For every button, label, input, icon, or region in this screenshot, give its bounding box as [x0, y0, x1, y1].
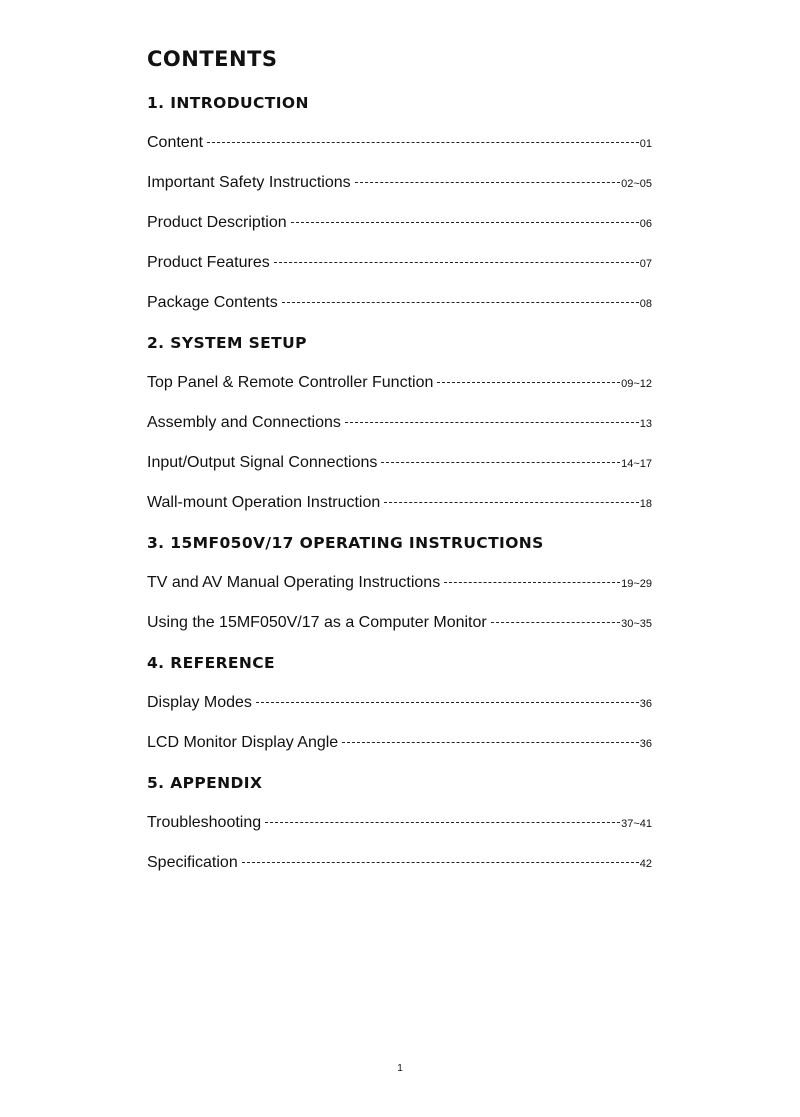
- toc-entry-label: Input/Output Signal Connections: [147, 454, 378, 471]
- toc-entry[interactable]: [147, 252, 652, 274]
- toc-entry[interactable]: [147, 412, 652, 434]
- toc-entry-page: 13: [639, 418, 652, 430]
- dot-leader: [381, 462, 620, 463]
- toc-entry-page: 09~12: [621, 378, 652, 390]
- toc-entry-list: [147, 692, 652, 754]
- dot-leader: [291, 222, 639, 223]
- toc-entry[interactable]: [147, 852, 652, 874]
- toc-entry-label: Specification: [147, 854, 238, 871]
- toc-section-system-setup: [147, 332, 652, 514]
- toc-entry[interactable]: [147, 292, 652, 314]
- toc-entry-list: [147, 812, 652, 874]
- section-heading: 1. INTRODUCTION: [147, 94, 309, 112]
- page-number: 1: [397, 1063, 403, 1074]
- section-heading: 4. REFERENCE: [147, 654, 276, 672]
- toc-entry[interactable]: [147, 492, 652, 514]
- toc-entry-page: 14~17: [621, 458, 652, 470]
- toc-entry[interactable]: [147, 692, 652, 714]
- toc-entry-page: 19~29: [621, 578, 652, 590]
- toc-entry[interactable]: [147, 572, 652, 594]
- toc-entry-list: [147, 132, 652, 314]
- dot-leader: [256, 702, 639, 703]
- toc-section-operating-instructions: [147, 532, 652, 634]
- toc-entry-page: 07: [639, 258, 652, 270]
- toc-entry[interactable]: [147, 732, 652, 754]
- toc-entry-label: Display Modes: [147, 694, 252, 711]
- dot-leader: [384, 502, 638, 503]
- toc-section-introduction: [147, 92, 652, 314]
- toc-entry[interactable]: [147, 372, 652, 394]
- dot-leader: [274, 262, 639, 263]
- toc-entry-page: 37~41: [621, 818, 652, 830]
- toc-entry[interactable]: [147, 812, 652, 834]
- toc-entry-page: 30~35: [621, 618, 652, 630]
- toc-entry-label: LCD Monitor Display Angle: [147, 734, 339, 751]
- page-title: CONTENTS: [147, 47, 278, 71]
- dot-leader: [242, 862, 639, 863]
- dot-leader: [207, 142, 639, 143]
- dot-leader: [444, 582, 620, 583]
- toc-entry-label: Product Description: [147, 214, 287, 231]
- toc-entry-label: Wall-mount Operation Instruction: [147, 494, 381, 511]
- toc-entry-page: 36: [639, 698, 652, 710]
- dot-leader: [282, 302, 639, 303]
- toc-entry[interactable]: [147, 172, 652, 194]
- toc-entry-label: Troubleshooting: [147, 814, 262, 831]
- toc-entry-label: Top Panel & Remote Controller Function: [147, 374, 434, 391]
- toc-entry-page: 36: [639, 738, 652, 750]
- toc-entry-label: Package Contents: [147, 294, 278, 311]
- toc-entry[interactable]: [147, 132, 652, 154]
- toc-entry[interactable]: [147, 452, 652, 474]
- toc-entry-label: Product Features: [147, 254, 270, 271]
- toc-entry-list: [147, 372, 652, 514]
- toc-entry-page: 18: [639, 498, 652, 510]
- toc-entry-label: Content: [147, 134, 204, 151]
- dot-leader: [345, 422, 639, 423]
- toc-entry-page: 42: [639, 858, 652, 870]
- dot-leader: [437, 382, 620, 383]
- table-of-contents: [147, 92, 652, 892]
- toc-entry[interactable]: [147, 612, 652, 634]
- toc-section-appendix: [147, 772, 652, 874]
- toc-entry-label: Assembly and Connections: [147, 414, 341, 431]
- section-heading: 3. 15MF050V/17 OPERATING INSTRUCTIONS: [147, 534, 544, 552]
- toc-entry-page: 02~05: [621, 178, 652, 190]
- toc-entry-label: Using the 15MF050V/17 as a Computer Monitor: [147, 614, 487, 631]
- dot-leader: [342, 742, 639, 743]
- dot-leader: [491, 622, 620, 623]
- section-heading: 5. APPENDIX: [147, 774, 263, 792]
- toc-section-reference: [147, 652, 652, 754]
- section-heading: 2. SYSTEM SETUP: [147, 334, 307, 352]
- toc-entry[interactable]: [147, 212, 652, 234]
- toc-entry-page: 08: [639, 298, 652, 310]
- toc-entry-label: TV and AV Manual Operating Instructions: [147, 574, 441, 591]
- dot-leader: [265, 822, 620, 823]
- toc-entry-page: 01: [639, 138, 652, 150]
- dot-leader: [355, 182, 620, 183]
- toc-entry-list: [147, 572, 652, 634]
- toc-entry-page: 06: [639, 218, 652, 230]
- toc-entry-label: Important Safety Instructions: [147, 174, 351, 191]
